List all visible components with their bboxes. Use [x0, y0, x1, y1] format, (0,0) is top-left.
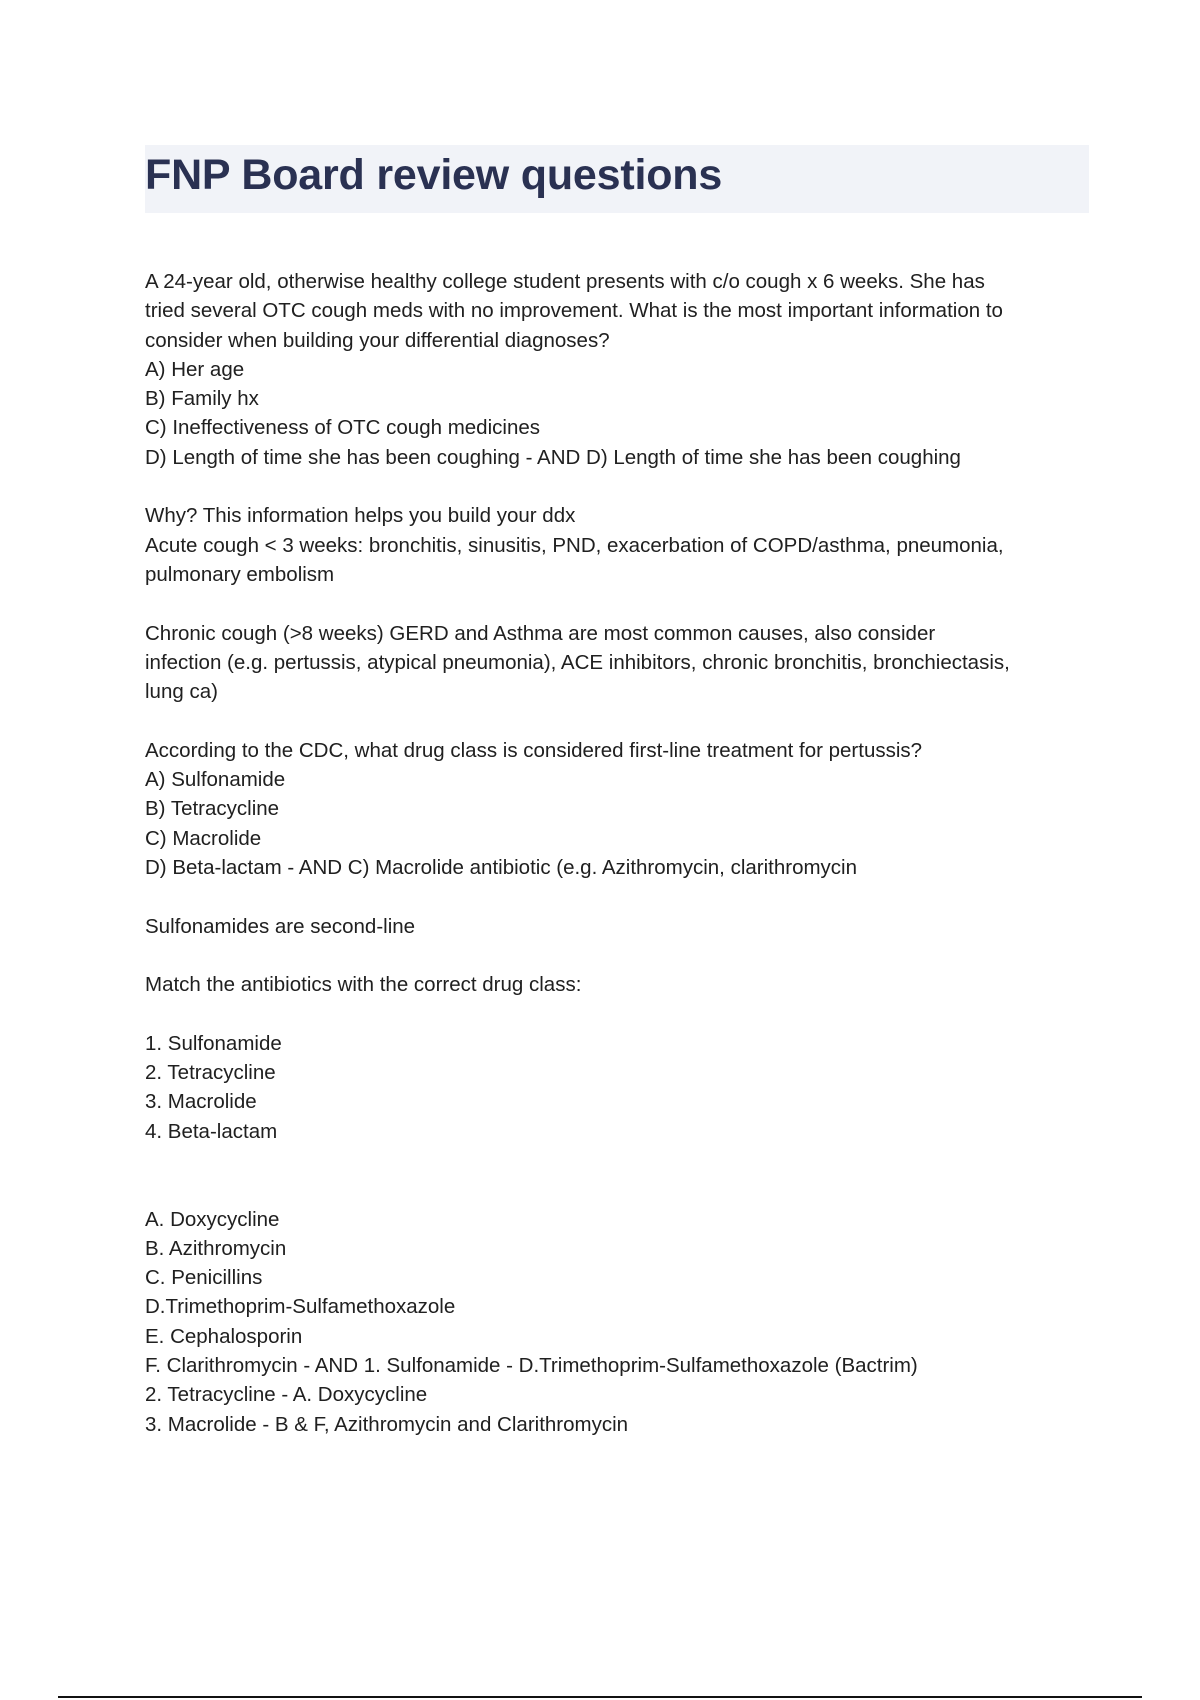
- spacer: [145, 1146, 1090, 1205]
- q3-answer-item: 3. Macrolide - B & F, Azithromycin and Clarithromycin: [145, 1412, 629, 1436]
- q3-answer-item: 2. Tetracycline - A. Doxycycline: [145, 1383, 428, 1407]
- q3-drug-item: C. Penicillins: [145, 1266, 263, 1290]
- spacer: [145, 589, 1090, 618]
- q1-acute-line-2: pulmonary embolism: [145, 562, 335, 586]
- q3-drug-item: A. Doxycycline: [145, 1207, 280, 1231]
- q2-option-c: C) Macrolide: [145, 826, 262, 850]
- spacer: [145, 941, 1090, 970]
- q1-stem-line-3: consider when building your differential diagnoses?: [145, 328, 610, 352]
- q1-chronic-line-1: Chronic cough (>8 weeks) GERD and Asthma are most common causes, also consider: [145, 621, 936, 645]
- q2-option-d: D) Beta-lactam - AND C) Macrolide antibiotic (e.g. Azithromycin, clarithromycin: [145, 855, 858, 879]
- document-body: [145, 267, 1090, 1439]
- q3-drug-item: F. Clarithromycin - AND 1. Sulfonamide - D.Trimethoprim-Sulfamethoxazole (Bactrim): [145, 1353, 918, 1377]
- page-title: FNP Board review questions: [145, 151, 723, 199]
- q2-option-b: B) Tetracycline: [145, 797, 280, 821]
- q1-stem-line-2: tried several OTC cough meds with no improvement. What is the most important information to: [145, 299, 1003, 323]
- q1-option-b: B) Family hx: [145, 387, 259, 411]
- q1-stem-line-1: A 24-year old, otherwise healthy college student presents with c/o cough x 6 weeks. She has: [145, 270, 985, 293]
- spacer: [145, 706, 1090, 735]
- spacer: [145, 472, 1090, 501]
- q1-chronic-line-3: lung ca): [145, 680, 218, 704]
- q2-note: Sulfonamides are second-line: [145, 914, 416, 938]
- q1-why: Why? This information helps you build your ddx: [145, 504, 576, 528]
- q1-option-c: C) Ineffectiveness of OTC cough medicines: [145, 416, 540, 440]
- title-banner: [145, 145, 1089, 213]
- q3-class-item: 4. Beta-lactam: [145, 1119, 278, 1143]
- q3-drug-item: E. Cephalosporin: [145, 1324, 303, 1348]
- q3-drug-item: B. Azithromycin: [145, 1236, 287, 1260]
- q1-acute-line-1: Acute cough < 3 weeks: bronchitis, sinusitis, PND, exacerbation of COPD/asthma, pneumonia,: [145, 533, 1004, 557]
- q2-option-a: A) Sulfonamide: [145, 768, 286, 792]
- q3-stem: Match the antibiotics with the correct drug class:: [145, 973, 582, 997]
- q3-drug-item: D.Trimethoprim-Sulfamethoxazole: [145, 1295, 456, 1319]
- q2-stem: According to the CDC, what drug class is considered first-line treatment for pertussis?: [145, 738, 923, 762]
- q1-option-a: A) Her age: [145, 357, 245, 381]
- q1-option-d: D) Length of time she has been coughing - AND D) Length of time she has been coughing: [145, 445, 961, 469]
- q1-chronic-line-2: infection (e.g. pertussis, atypical pneumonia), ACE inhibitors, chronic bronchitis, bronchiectasis,: [145, 650, 1010, 674]
- spacer: [145, 882, 1090, 911]
- q3-class-item: 2. Tetracycline: [145, 1061, 276, 1085]
- q3-class-item: 1. Sulfonamide: [145, 1031, 282, 1055]
- q3-class-item: 3. Macrolide: [145, 1090, 257, 1114]
- spacer: [145, 999, 1090, 1028]
- footer-divider: [58, 1696, 1142, 1698]
